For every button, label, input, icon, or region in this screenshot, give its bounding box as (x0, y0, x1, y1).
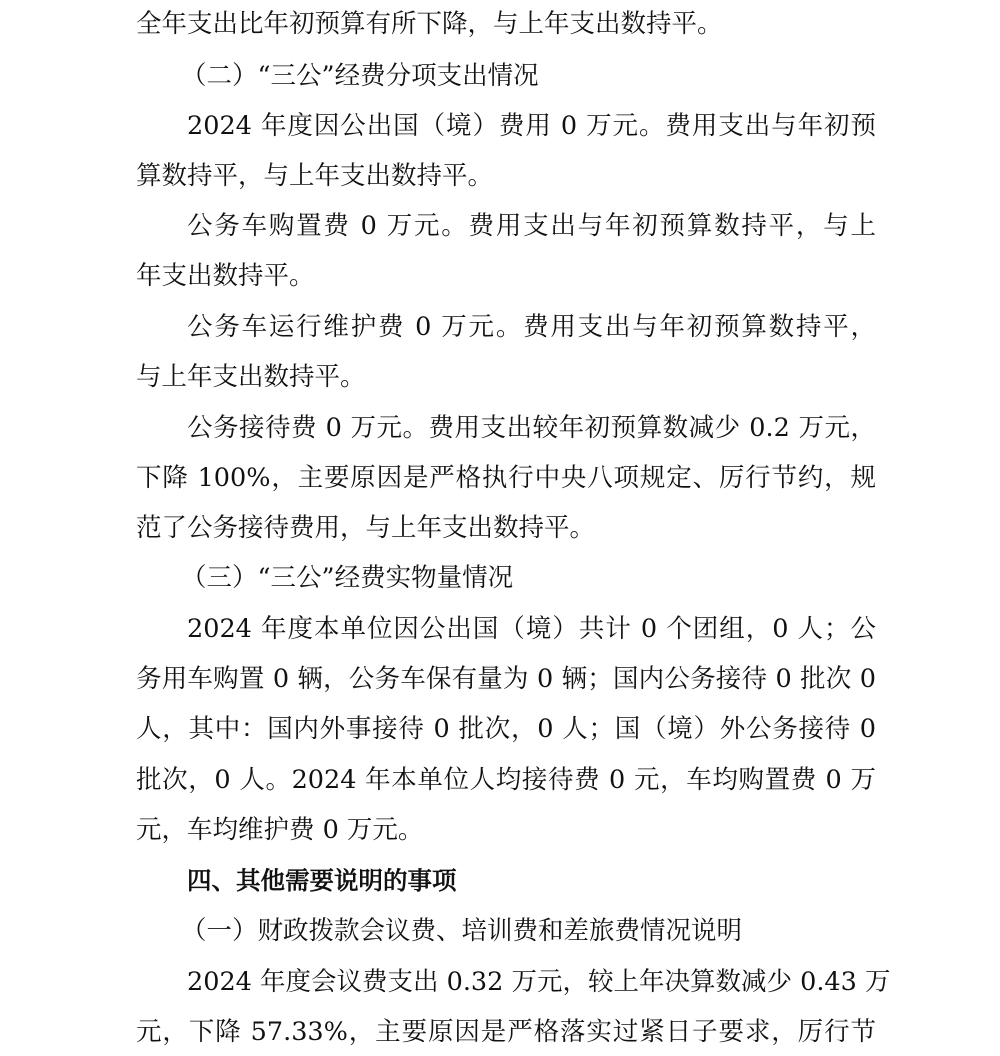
paragraph-line: 年支出数持平。 (136, 261, 315, 291)
paragraph-line: 公务车运行维护费 0 万元。费用支出与年初预算数持平， (187, 312, 876, 342)
paragraph-line: 公务车购置费 0 万元。费用支出与年初预算数持平，与上 (187, 211, 876, 241)
paragraph-line: 批次，0 人。2024 年本单位人均接待费 0 元，车均购置费 0 万 (136, 765, 876, 795)
paragraph-line: 2024 年度本单位因公出国（境）共计 0 个团组，0 人；公 (187, 614, 876, 644)
paragraph-line: 算数持平，与上年支出数持平。 (136, 161, 494, 191)
paragraph-line: 下降 100%，主要原因是严格执行中央八项规定、厉行节约，规 (136, 463, 876, 493)
paragraph-line: 元，下降 57.33%，主要原因是严格落实过紧日子要求，厉行节 (136, 1017, 876, 1047)
section-heading-4: 四、其他需要说明的事项 (187, 866, 457, 895)
paragraph-line: 公务接待费 0 万元。费用支出较年初预算数减少 0.2 万元， (187, 413, 876, 443)
section-heading-3: （三）“三公”经费实物量情况 (181, 563, 514, 593)
paragraph-line: 全年支出比年初预算有所下降，与上年支出数持平。 (136, 9, 723, 39)
paragraph-line: 2024 年度因公出国（境）费用 0 万元。费用支出与年初预 (187, 111, 876, 141)
paragraph-line: 2024 年度会议费支出 0.32 万元，较上年决算数减少 0.43 万 (187, 967, 891, 997)
paragraph-line: 与上年支出数持平。 (136, 362, 366, 392)
paragraph-line: 元，车均维护费 0 万元。 (136, 815, 424, 845)
paragraph-line: 务用车购置 0 辆，公务车保有量为 0 辆；国内公务接待 0 批次 0 (136, 664, 876, 694)
paragraph-line: 范了公务接待费用，与上年支出数持平。 (136, 513, 596, 543)
subsection-heading: （一）财政拨款会议费、培训费和差旅费情况说明 (181, 916, 743, 946)
paragraph-line: 人，其中：国内外事接待 0 批次，0 人；国（境）外公务接待 0 (136, 714, 876, 744)
section-heading-2: （二）“三公”经费分项支出情况 (181, 61, 539, 91)
